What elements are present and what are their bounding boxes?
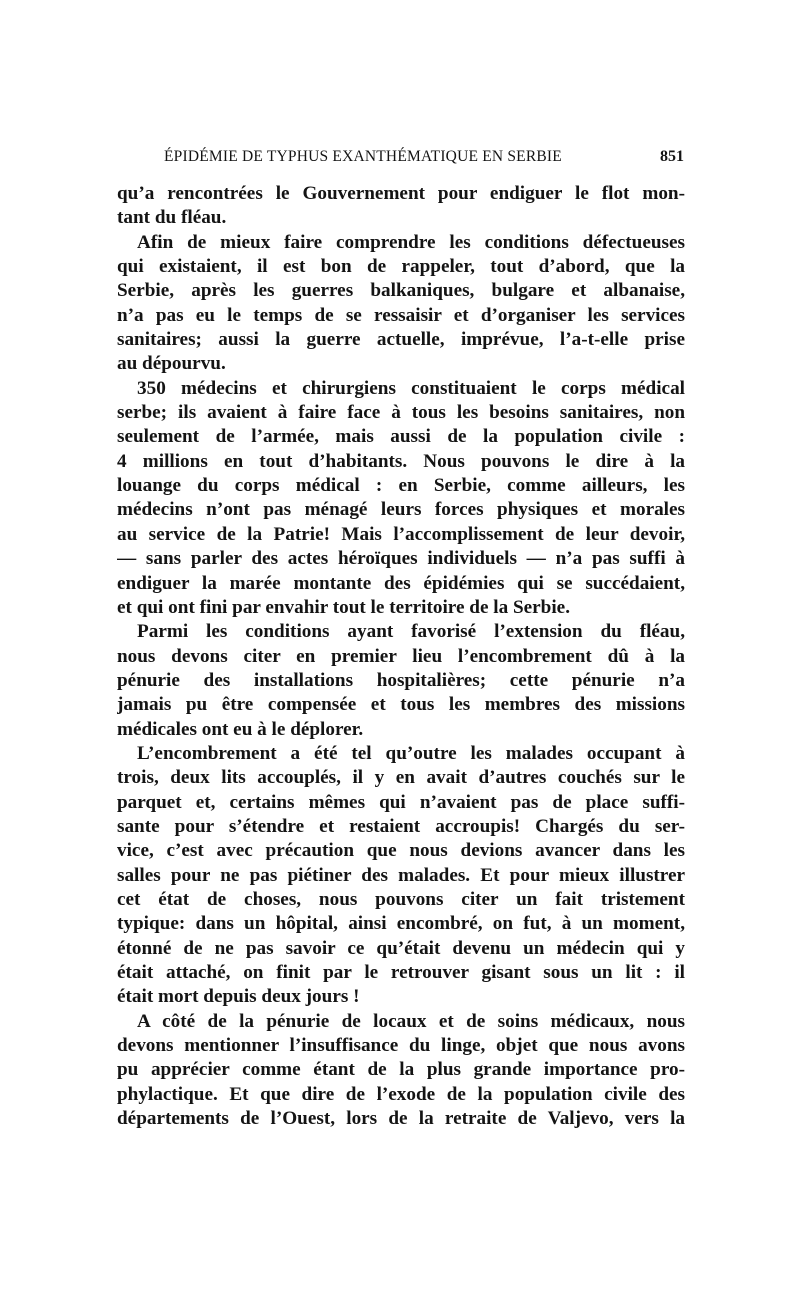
text-line: cet état de choses, nous pouvons citer un fait tristement xyxy=(117,888,685,910)
text-line: louange du corps médical : en Serbie, comme ailleurs, les xyxy=(117,475,685,497)
text-line: phylactique. Et que dire de l’exode de la population civile des xyxy=(117,1083,685,1105)
text-line: seulement de l’armée, mais aussi de la population civile : xyxy=(117,426,685,448)
text-line: nous devons citer en premier lieu l’encombrement dû à la xyxy=(117,645,685,667)
paragraph-first-line: 350 médecins et chirurgiens constituaient le corps médical xyxy=(137,377,685,399)
text-line: au service de la Patrie! Mais l’accomplissement de leur devoir, xyxy=(117,523,685,545)
text-line: jamais pu être compensée et tous les membres des missions xyxy=(117,694,685,716)
text-line: pu apprécier comme étant de la plus grande importance pro- xyxy=(117,1059,685,1081)
text-line: sanitaires; aussi la guerre actuelle, imprévue, l’a-t-elle prise xyxy=(117,329,685,351)
paragraph-first-line: Parmi les conditions ayant favorisé l’extension du fléau, xyxy=(137,621,685,643)
paragraph-first-line: L’encombrement a été tel qu’outre les malades occupant à xyxy=(137,742,685,764)
text-line: et qui ont fini par envahir tout le territoire de la Serbie. xyxy=(117,596,570,618)
paragraph-first-line: Afin de mieux faire comprendre les conditions défectueuses xyxy=(137,231,685,253)
text-line: médecins n’ont pas ménagé leurs forces physiques et morales xyxy=(117,499,685,521)
paragraph-first-line: A côté de la pénurie de locaux et de soins médicaux, nous xyxy=(137,1010,685,1032)
text-line: 4 millions en tout d’habitants. Nous pouvons le dire à la xyxy=(117,450,685,472)
text-line: n’a pas eu le temps de se ressaisir et d’organiser les services xyxy=(117,304,685,326)
body-text xyxy=(117,182,685,1131)
text-line: départements de l’Ouest, lors de la retraite de Valjevo, vers la xyxy=(117,1108,685,1130)
text-line: au dépourvu. xyxy=(117,353,226,375)
text-line: typique: dans un hôpital, ainsi encombré, on fut, à un moment, xyxy=(117,913,685,935)
text-line: vice, c’est avec précaution que nous devions avancer dans les xyxy=(117,840,685,862)
text-line: qui existaient, il est bon de rappeler, tout d’abord, que la xyxy=(117,256,685,278)
text-line: médicales ont eu à le déplorer. xyxy=(117,718,364,740)
text-line: Serbie, après les guerres balkaniques, bulgare et albanaise, xyxy=(117,280,685,302)
text-line: étonné de ne pas savoir ce qu’était devenu un médecin qui y xyxy=(117,937,685,959)
text-line: devons mentionner l’insuffisance du linge, objet que nous avons xyxy=(117,1035,685,1057)
text-line: tant du fléau. xyxy=(117,207,227,229)
text-line: pénurie des installations hospitalières; cette pénurie n’a xyxy=(117,669,685,691)
text-line: trois, deux lits accouplés, il y en avait d’autres couchés sur le xyxy=(117,767,685,789)
text-line: était attaché, on finit par le retrouver gisant sous un lit : il xyxy=(117,962,685,983)
text-line: sante pour s’étendre et restaient accroupis! Chargés du ser- xyxy=(117,815,685,837)
text-line: serbe; ils avaient à faire face à tous les besoins sanitaires, non xyxy=(117,402,685,424)
running-head xyxy=(118,148,684,172)
running-title: ÉPIDÉMIE DE TYPHUS EXANTHÉMATIQUE EN SERBIE xyxy=(164,148,562,165)
text-line: était mort depuis deux jours ! xyxy=(117,986,360,1008)
text-line: qu’a rencontrées le Gouvernement pour endiguer le flot mon- xyxy=(117,183,685,204)
text-line: — sans parler des actes héroïques individuels — n’a pas suffi à xyxy=(117,548,685,570)
text-line: parquet et, certains mêmes qui n’avaient pas de place suffi- xyxy=(117,791,685,813)
text-line: endiguer la marée montante des épidémies qui se succédaient, xyxy=(117,572,685,594)
page-number: 851 xyxy=(660,148,684,165)
text-line: salles pour ne pas piétiner des malades. Et pour mieux illustrer xyxy=(117,864,685,886)
